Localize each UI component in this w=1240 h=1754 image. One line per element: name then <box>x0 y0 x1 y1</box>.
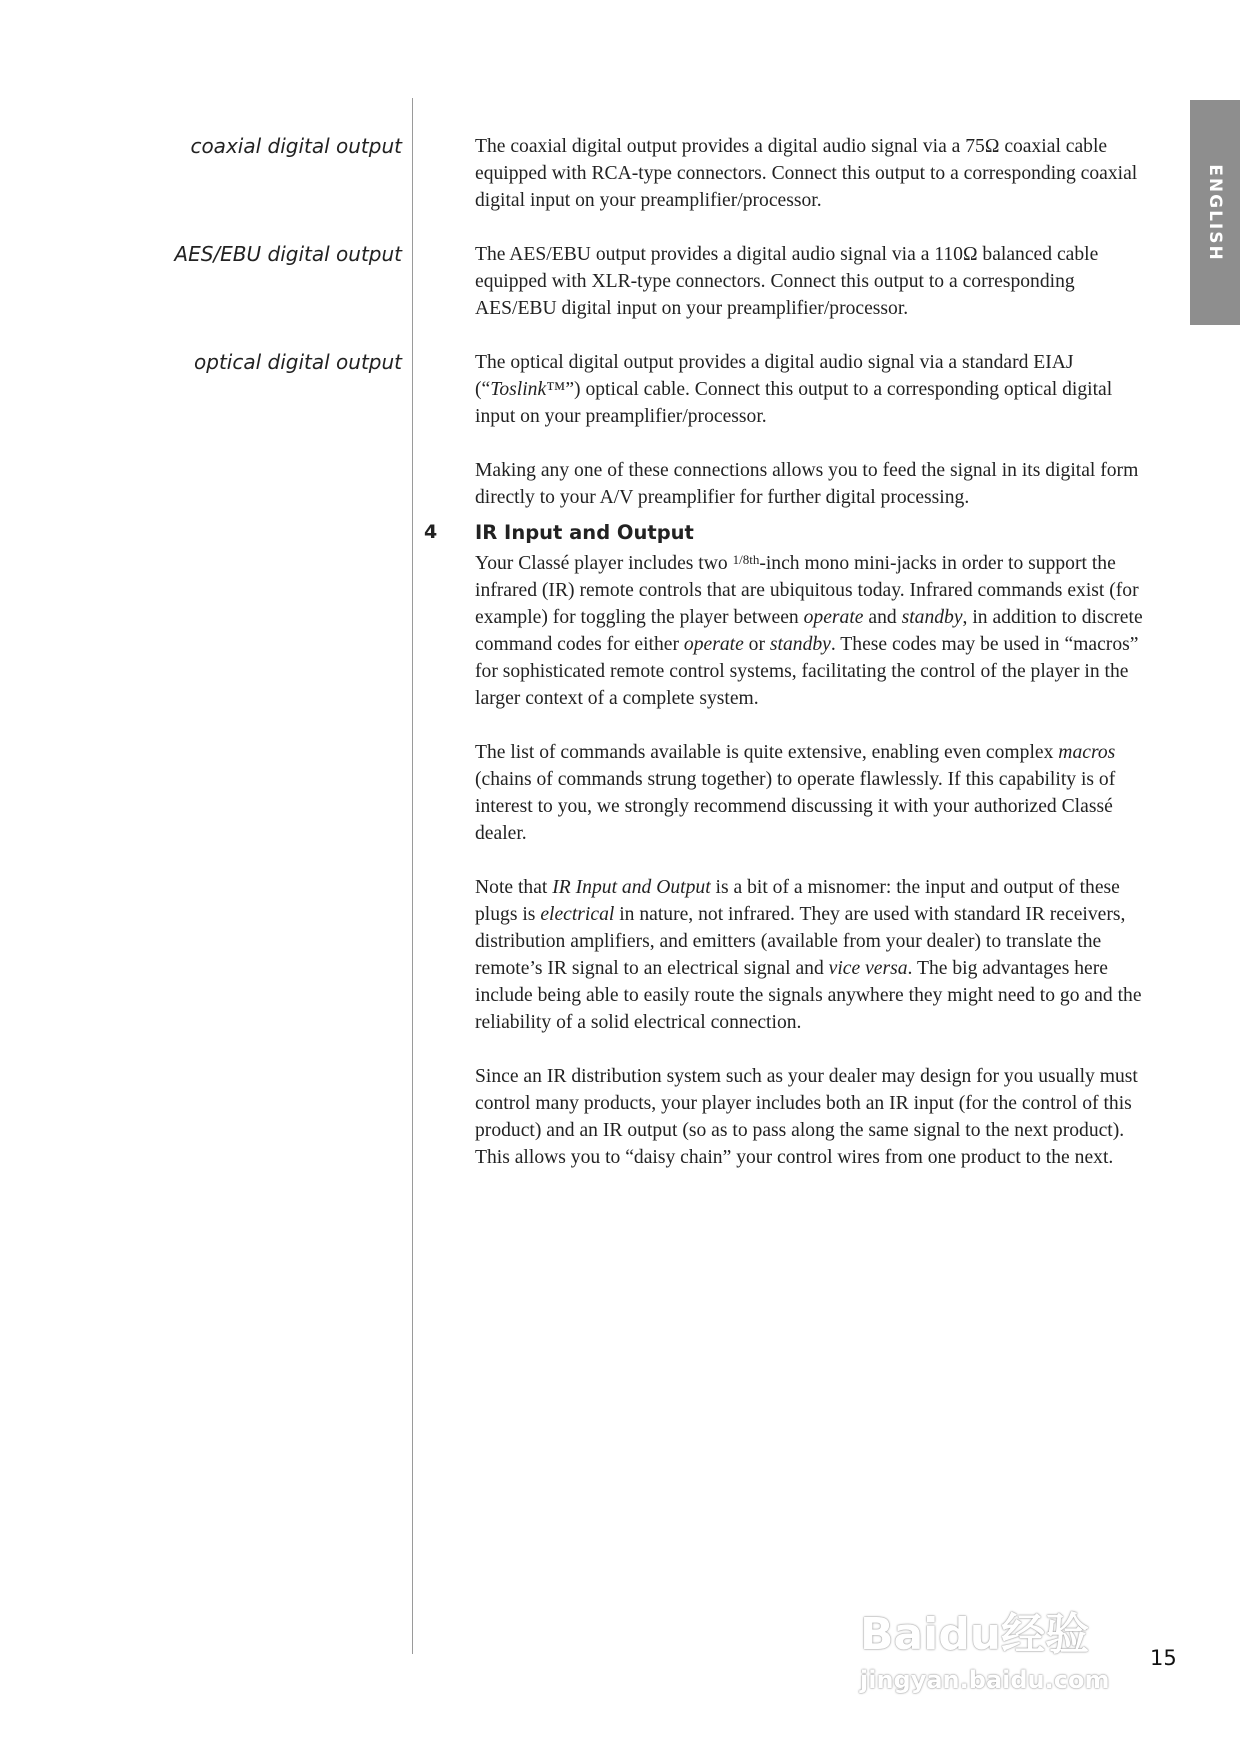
section-number: 4 <box>424 521 438 543</box>
page-number: 15 <box>1150 1646 1177 1670</box>
emphasis-text: operate <box>803 607 864 628</box>
side-heading-coaxial: coaxial digital output <box>190 134 402 158</box>
emphasis-text: vice versa <box>828 958 908 979</box>
text-run: or <box>743 634 770 655</box>
text-run: The AES/EBU output provides a digital audio signal via a 110Ω balanced cable equipped with XLR-type connectors. Connect this output to a corresponding AES/EBU digital input on your preamplifier/processor. <box>475 244 1099 319</box>
emphasis-text: electrical <box>540 904 615 925</box>
column-divider <box>412 98 413 1654</box>
side-heading-aes-ebu: AES/EBU digital output <box>174 242 402 266</box>
text-run: The coaxial digital output provides a digital audio signal via a 75Ω coaxial cable equipped with RCA-type connectors. Connect this output to a corresponding coaxial digital input on your preamplifier/processor. <box>475 136 1138 211</box>
connections-paragraph <box>475 457 1150 511</box>
optical-paragraph <box>475 349 1150 430</box>
text-run: The list of commands available is quite extensive, enabling even complex <box>475 742 1059 763</box>
text-run: . These codes may be used in “macros” for sophisticated remote control systems, facilitating the control of the player in the larger context of a complete system. <box>475 634 1139 709</box>
language-tab <box>1190 100 1240 325</box>
coaxial-paragraph <box>475 133 1150 214</box>
text-run: is a bit of a misnomer: the input and output of these plugs is <box>475 877 1120 925</box>
text-run: -inch mono mini-jacks in order to support the infrared (IR) remote controls that are ubiquitous today. Infrared commands exist (for example) for toggling the player between <box>475 553 1139 628</box>
emphasis-text: macros <box>1058 742 1116 763</box>
optical-section <box>194 349 1150 511</box>
text-run: Note that <box>475 877 553 898</box>
main-column <box>174 133 1150 1198</box>
emphasis-text: standby <box>901 607 963 628</box>
text-run: and <box>863 607 902 628</box>
fraction-text: 1/8th <box>732 552 760 567</box>
ir-section <box>424 519 1150 1171</box>
text-run: Your Classé player includes two <box>475 553 733 574</box>
emphasis-text: operate <box>683 634 744 655</box>
emphasis-text: IR Input and Output <box>552 877 711 898</box>
side-heading-optical: optical digital output <box>194 350 402 374</box>
text-run: , in addition to discrete command codes for either <box>475 607 1143 655</box>
text-run: The optical digital output provides a digital audio signal via a standard EIAJ (“ <box>475 352 1074 400</box>
text-run: (chains of commands strung together) to operate flawlessly. If this capability is of interest to you, we strongly recommend discussing it with your authorized Classé dealer. <box>475 769 1116 844</box>
ir-paragraph-1 <box>475 546 1150 712</box>
section-heading: IR Input and Output <box>475 521 694 544</box>
ir-paragraph-3 <box>475 874 1150 1036</box>
baidu-watermark <box>860 1568 1140 1703</box>
text-run: Making any one of these connections allows you to feed the signal in its digital form directly to your A/V preamplifier for further digital processing. <box>475 460 1139 508</box>
emphasis-text: standby <box>769 634 831 655</box>
watermark-url: jingyan.baidu.com <box>860 1666 1110 1694</box>
aes-ebu-section <box>174 241 1150 322</box>
language-tab-label: ENGLISH <box>1205 163 1225 262</box>
text-run: Since an IR distribution system such as your dealer may design for you usually must control many products, your player includes both an IR input (for the control of this product) and an IR output (so as to pass along the same signal to the next product). This allows you to “daisy chain” your control wires from one product to the next. <box>475 1066 1138 1168</box>
ir-paragraph-2 <box>475 739 1150 847</box>
ir-paragraph-4 <box>475 1063 1150 1171</box>
text-run: in nature, not infrared. They are used with standard IR receivers, distribution amplifiers, and emitters (available from your dealer) to translate the remote’s IR signal to an electrical signal and <box>475 904 1126 979</box>
coaxial-section <box>190 133 1150 214</box>
watermark-logo: Baidu经验 <box>860 1609 1090 1660</box>
aes-ebu-paragraph <box>475 241 1150 322</box>
text-run: ™”) optical cable. Connect this output to a corresponding optical digital input on your preamplifier/processor. <box>475 379 1113 427</box>
text-run: . The big advantages here include being able to easily route the signals anywhere they might need to go and the reliability of a solid electrical connection. <box>475 958 1142 1033</box>
emphasis-text: Toslink <box>490 379 547 400</box>
